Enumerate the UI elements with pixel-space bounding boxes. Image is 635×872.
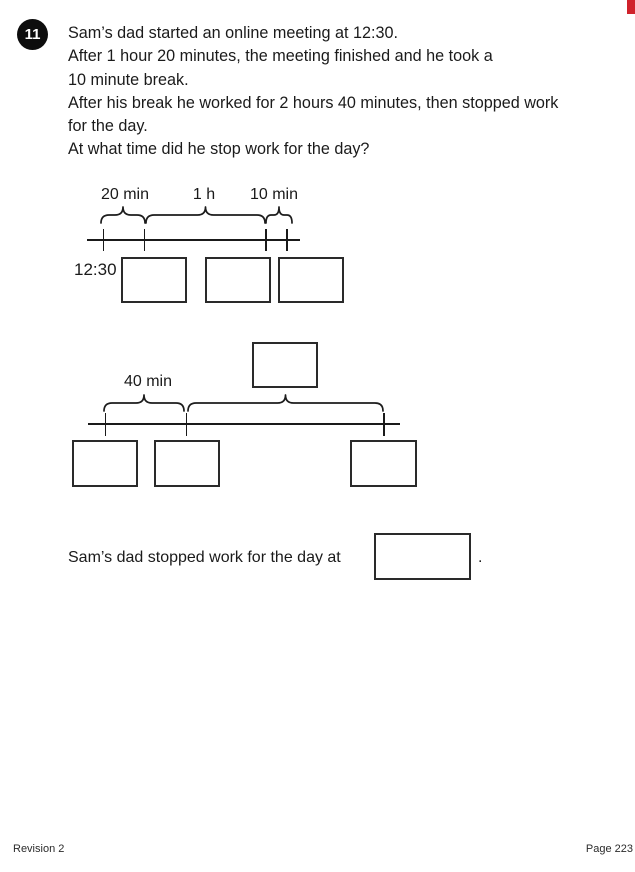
answer-box-time-1[interactable] xyxy=(72,440,138,487)
answer-sentence: Sam’s dad stopped work for the day at xyxy=(68,549,341,566)
tick-mark xyxy=(144,229,146,251)
page-edge-tab xyxy=(627,0,635,14)
brace-20min xyxy=(101,207,145,224)
answer-box-duration[interactable] xyxy=(252,342,318,388)
brace-40min xyxy=(104,395,184,412)
tick-mark xyxy=(265,229,267,251)
start-time-label: 12:30 xyxy=(74,260,117,279)
answer-box-time-2[interactable] xyxy=(154,440,220,487)
question-line-2: After 1 hour 20 minutes, the meeting finished and he took a xyxy=(68,47,493,66)
brace-10min xyxy=(266,207,292,224)
tick-mark xyxy=(383,413,385,436)
segment-label-20min: 20 min xyxy=(100,186,150,203)
footer-page-number: Page 223 xyxy=(585,843,633,855)
answer-box-break-end[interactable] xyxy=(278,257,344,303)
tick-mark xyxy=(286,229,288,251)
segment-label-10min: 10 min xyxy=(249,186,299,203)
question-line-4: After his break he worked for 2 hours 40 minutes, then stopped work xyxy=(68,93,559,112)
question-text xyxy=(68,22,618,162)
tick-mark xyxy=(105,413,107,436)
footer-revision-label: Revision 2 xyxy=(13,843,65,855)
answer-sentence-period: . xyxy=(478,549,483,566)
question-line-1: Sam’s dad started an online meeting at 12:30. xyxy=(68,24,398,42)
answer-box-meeting-end[interactable] xyxy=(121,257,187,303)
brace-work-period xyxy=(188,395,383,412)
timeline-1 xyxy=(87,239,300,241)
question-line-6: At what time did he stop work for the day? xyxy=(68,140,370,159)
segment-label-40min: 40 min xyxy=(123,373,173,390)
question-number-badge: 11 xyxy=(17,19,48,50)
segment-label-1h: 1 h xyxy=(192,186,216,203)
question-line-3: 10 minute break. xyxy=(68,70,189,89)
answer-box-final[interactable] xyxy=(374,533,471,580)
brace-1h xyxy=(146,207,265,224)
tick-mark xyxy=(186,413,188,436)
answer-box-time-3[interactable] xyxy=(350,440,417,487)
timeline-2 xyxy=(88,423,400,425)
tick-mark xyxy=(103,229,105,251)
question-line-5: for the day. xyxy=(68,117,148,136)
answer-box-after-1h[interactable] xyxy=(205,257,271,303)
